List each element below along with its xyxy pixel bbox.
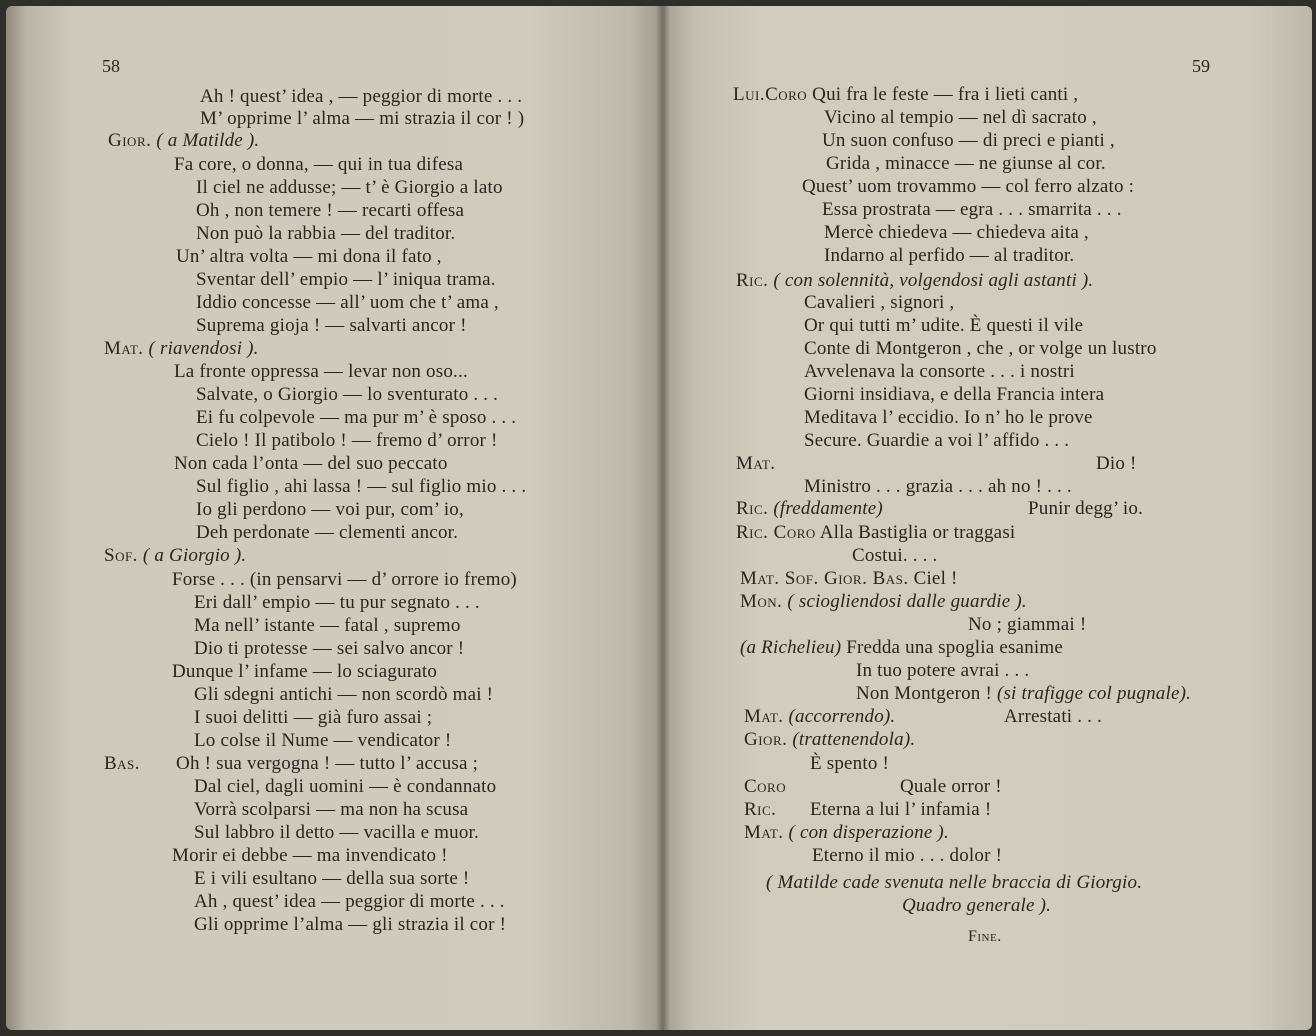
verse-line: Gli sdegni antichi — non scordò mai ! (194, 684, 494, 705)
verse-line: Il ciel ne addusse; — t’ è Giorgio a lato (196, 177, 503, 198)
book-gutter (656, 6, 670, 1030)
end-mark: Fine. (968, 928, 1002, 945)
verse-line: Indarno al perfido — al traditor. (824, 245, 1075, 266)
speaker-name: Ric. (744, 799, 777, 820)
verse-line: Non Montgeron ! (si trafigge col pugnale). (856, 683, 1192, 704)
verse-line: Lo colse il Nume — vendicator ! (194, 730, 452, 751)
verse-line: Oh , non temere ! — recarti offesa (196, 200, 465, 221)
speaker-name: Mat. (736, 453, 776, 474)
verse-line: Cavalieri , signori , (804, 292, 955, 313)
speaker-line (108, 130, 259, 152)
speaker-line: Lui.Coro Qui fra le feste — fra i lieti canti , (733, 84, 1079, 105)
stage-direction: (si trafigge col pugnale). (996, 683, 1192, 704)
verse-line: Sul labbro il detto — vacilla e muor. (194, 822, 479, 843)
verse-line: Suprema gioja ! — salvarti ancor ! (196, 315, 467, 336)
speaker-line (744, 822, 949, 844)
speaker-name: Bas. (104, 753, 141, 774)
verse-line: La fronte oppressa — levar non oso... (174, 361, 468, 382)
speaker-name: Mon. (740, 591, 783, 612)
verse-line: Cielo ! Il patibolo ! — fremo d’ orror ! (196, 430, 498, 451)
stage-direction: ( con solennità, volgendosi agli astanti ). (773, 270, 1094, 291)
speaker-name: Ric. (736, 498, 769, 519)
verse-line: Ministro . . . grazia . . . ah no ! . . . (804, 476, 1072, 497)
verse-line: E i vili esultano — della sua sorte ! (194, 868, 470, 889)
speaker-name: Sof. (104, 545, 138, 566)
verse-line: Vicino al tempio — nel dì sacrato , (824, 107, 1097, 128)
stage-direction: (accorrendo). (788, 706, 896, 727)
verse-line: Fa core, o donna, — qui in tua difesa (174, 154, 464, 175)
verse-line: Avvelenava la consorte . . . i nostri (804, 361, 1075, 382)
verse-line: Forse . . . (in pensarvi — d’ orrore io fremo) (172, 569, 517, 590)
verse-line: (a Richelieu) Fredda una spoglia esanime (740, 637, 1063, 658)
speaker-line: Ric. Eterna a lui l’ infamia ! (744, 799, 992, 820)
stage-direction-line (902, 895, 1051, 917)
speaker-line: Ric. Coro Alla Bastiglia or traggasi (736, 522, 1016, 543)
speaker-line: Ric. (freddamente) Punir degg’ io. (736, 498, 1144, 519)
speaker-name: Coro (744, 776, 787, 797)
stage-direction: ( a Giorgio ). (142, 545, 247, 566)
stage-direction: (a Richelieu) (740, 637, 842, 658)
speaker-line (740, 591, 1027, 613)
verse-line: Costui. . . . (852, 545, 938, 566)
speaker-line (736, 270, 1093, 292)
verse-line: Un’ altra volta — mi dona il fato , (176, 246, 442, 267)
verse-line: Essa prostrata — egra . . . smarrita . . . (822, 199, 1122, 220)
stage-direction: ( sciogliendosi dalle guardie ). (787, 591, 1027, 612)
verse-line: Giorni insidiava, e della Francia intera (804, 384, 1105, 405)
verse-line: Gli opprime l’alma — gli strazia il cor ! (194, 914, 507, 935)
speaker-name: Gior. (744, 729, 788, 750)
speaker-name: Ric. Coro (736, 522, 816, 543)
page-number-left: 58 (102, 56, 120, 76)
speaker-line: Bas. Oh ! sua vergogna ! — tutto l’ accusa ; (104, 753, 479, 774)
speaker-name: Mat. (744, 822, 784, 843)
stage-direction-line (766, 872, 1142, 894)
speaker-line: Mat. (accorrendo). Arrestati . . . (744, 706, 1102, 727)
stage-direction: ( a Matilde ). (156, 130, 260, 151)
speaker-name: Lui.Coro (733, 84, 808, 105)
verse-line: Ma nell’ istante — fatal , supremo (194, 615, 461, 636)
speaker-line (104, 545, 246, 567)
speaker-name: Gior. (108, 130, 152, 151)
verse-line: Grida , minacce — ne giunse al cor. (826, 153, 1106, 174)
verse-line: Conte di Montgeron , che , or volge un lustro (804, 338, 1157, 359)
speaker-line (744, 729, 915, 751)
verse-line: Io gli perdono — voi pur, com’ io, (196, 499, 464, 520)
verse-line: I suoi delitti — già furo assai ; (194, 707, 433, 728)
speaker-name: Mat. (744, 706, 784, 727)
verse-line: Dio ti protesse — sei salvo ancor ! (194, 638, 465, 659)
stage-direction: (trattenendola). (792, 729, 916, 750)
verse-line: Sventar dell’ empio — l’ iniqua trama. (196, 269, 496, 290)
verse-line: Quest’ uom trovammo — col ferro alzato : (802, 176, 1135, 197)
speaker-line: Mat. Sof. Gior. Bas. Ciel ! (740, 568, 958, 589)
stage-direction: ( con disperazione ). (788, 822, 949, 843)
verse-line: È spento ! (810, 753, 890, 774)
verse-line: In tuo potere avrai . . . (856, 660, 1030, 681)
stage-direction: ( riavendosi ). (148, 338, 259, 359)
verse-line: Or qui tutti m’ udite. È questi il vile (804, 315, 1084, 336)
verse-line: Dunque l’ infame — lo sciagurato (172, 661, 438, 682)
speaker-line: Mat. Dio ! (736, 453, 1137, 474)
verse-line: Ei fu colpevole — ma pur m’ è sposo . . . (196, 407, 517, 428)
verse-line: Ah ! quest’ idea , — peggior di morte . . . (200, 86, 523, 107)
verse-line: Ah , quest’ idea — peggior di morte . . . (194, 891, 505, 912)
speaker-line: Coro Quale orror ! (744, 776, 1002, 797)
verse-line: No ; giammai ! (968, 614, 1087, 635)
verse-line: Mercè chiedeva — chiedeva aita , (824, 222, 1089, 243)
verse-line: Non cada l’onta — del suo peccato (174, 453, 448, 474)
verse-line: Non può la rabbia — del traditor. (196, 223, 456, 244)
verse-line: Eri dall’ empio — tu pur segnato . . . (194, 592, 480, 613)
stage-direction: (freddamente) (773, 498, 883, 519)
speaker-line (104, 338, 259, 360)
stage-direction: ( Matilde cade svenuta nelle braccia di Giorgio. (766, 872, 1143, 893)
verse-line: Vorrà scolparsi — ma non ha scusa (194, 799, 469, 820)
verse-line: Dal ciel, dagli uomini — è condannato (194, 776, 497, 797)
speaker-name: Mat. (104, 338, 144, 359)
verse-line: Salvate, o Giorgio — lo sventurato . . . (196, 384, 499, 405)
verse-line: Iddio concesse — all’ uom che t’ ama , (196, 292, 499, 313)
page-number-right: 59 (1192, 56, 1210, 76)
speaker-name: Ric. (736, 270, 769, 291)
verse-line: Un suon confuso — di preci e pianti , (822, 130, 1115, 151)
verse-line: Meditava l’ eccidio. Io n’ ho le prove (804, 407, 1093, 428)
verse-line: M’ opprime l’ alma — mi strazia il cor ! ) (200, 108, 525, 129)
verse-line: Sul figlio , ahi lassa ! — sul figlio mio . . . (196, 476, 527, 497)
verse-line: Deh perdonate — clementi ancor. (196, 522, 459, 543)
verse-line: Secure. Guardie a voi l’ affido . . . (804, 430, 1070, 451)
verse-line: Morir ei debbe — ma invendicato ! (172, 845, 448, 866)
verse-line: Eterno il mio . . . dolor ! (812, 845, 1003, 866)
stage-direction: Quadro generale ). (902, 895, 1052, 916)
speaker-name: Mat. Sof. Gior. Bas. (740, 568, 909, 589)
